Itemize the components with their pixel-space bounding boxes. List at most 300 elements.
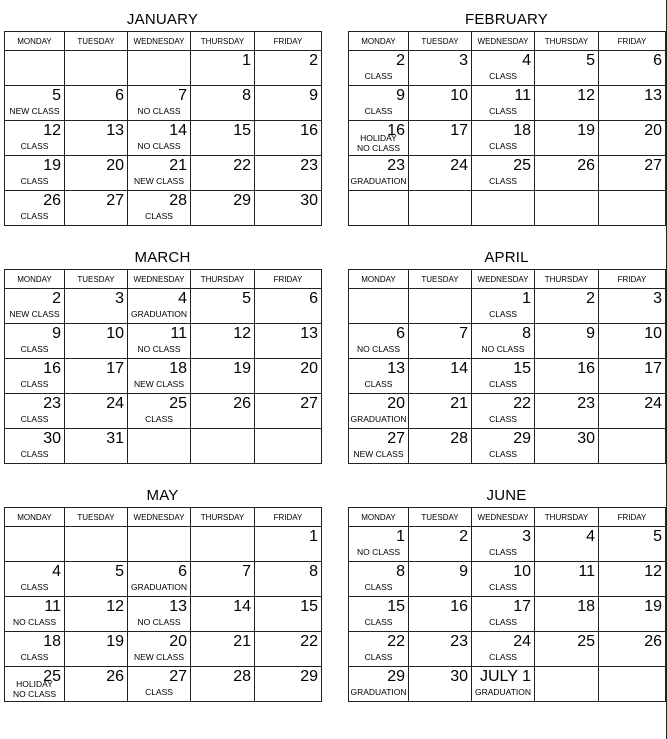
day-note: [5, 176, 64, 186]
day-cell: [191, 191, 255, 226]
weekday-header: WEDNESDAY: [128, 508, 191, 527]
weekday-header: TUESDAY: [65, 508, 128, 527]
day-number: 14: [450, 360, 468, 377]
day-number: 26: [233, 395, 251, 412]
week-row: [349, 289, 666, 324]
weekday-header: THURSDAY: [535, 508, 599, 527]
day-note-line: CLASS: [489, 582, 517, 592]
day-cell: [349, 632, 409, 667]
day-number: 22: [233, 157, 251, 174]
day-number: 2: [459, 528, 468, 545]
month-march: [4, 247, 321, 464]
weekday-header: FRIDAY: [255, 508, 322, 527]
day-cell: [255, 597, 322, 632]
day-number: 10: [106, 325, 124, 342]
day-cell: [65, 429, 128, 464]
week-row: [349, 121, 666, 156]
day-cell: [409, 156, 472, 191]
day-cell: [349, 289, 409, 324]
weekday-header-row: [5, 270, 322, 289]
weekday-header: MONDAY: [349, 270, 409, 289]
day-note-line: CLASS: [489, 176, 517, 186]
month-table: [348, 269, 666, 464]
day-cell: [409, 86, 472, 121]
day-cell: [255, 51, 322, 86]
day-number: 18: [577, 598, 595, 615]
day-number: 24: [106, 395, 124, 412]
month-table: [4, 507, 322, 702]
month-may: [4, 485, 321, 702]
day-cell: [5, 86, 65, 121]
day-cell: [472, 394, 535, 429]
day-cell: [65, 359, 128, 394]
day-cell: [5, 289, 65, 324]
day-cell: [535, 86, 599, 121]
day-number: JULY 1: [480, 668, 531, 685]
day-note: [349, 582, 408, 592]
day-number: 1: [309, 528, 318, 545]
day-cell: [349, 359, 409, 394]
day-cell: [128, 191, 191, 226]
day-note: [349, 414, 408, 424]
day-note-line: CLASS: [364, 71, 393, 81]
day-note-line: CLASS: [489, 617, 517, 627]
day-cell: [191, 562, 255, 597]
week-row: [5, 429, 322, 464]
weekday-header: TUESDAY: [409, 32, 472, 51]
day-cell: [191, 527, 255, 562]
week-row: [5, 632, 322, 667]
day-note: [128, 141, 190, 151]
day-number: 25: [43, 668, 61, 685]
day-cell: [191, 289, 255, 324]
day-cell: [255, 562, 322, 597]
weekday-header: TUESDAY: [65, 32, 128, 51]
day-number: 12: [577, 87, 595, 104]
week-row: [5, 394, 322, 429]
day-number: 10: [450, 87, 468, 104]
day-number: 6: [653, 52, 662, 69]
day-cell: [5, 597, 65, 632]
day-note: [349, 449, 408, 459]
day-cell: [128, 324, 191, 359]
week-row: [349, 51, 666, 86]
day-cell: [472, 597, 535, 632]
day-cell: [535, 359, 599, 394]
day-cell: [5, 429, 65, 464]
day-cell: [599, 86, 666, 121]
day-cell: [535, 121, 599, 156]
day-cell: [472, 86, 535, 121]
weekday-header: MONDAY: [349, 508, 409, 527]
day-number: 3: [522, 528, 531, 545]
week-row: [349, 632, 666, 667]
day-number: 23: [387, 157, 405, 174]
day-number: 1: [242, 52, 251, 69]
day-cell: [599, 359, 666, 394]
weekday-header: FRIDAY: [255, 270, 322, 289]
day-cell: [472, 562, 535, 597]
day-cell: [472, 121, 535, 156]
day-number: 12: [233, 325, 251, 342]
week-row: [349, 597, 666, 632]
week-row: [349, 156, 666, 191]
month-table: [348, 507, 666, 702]
day-note: [349, 652, 408, 662]
day-number: 8: [522, 325, 531, 342]
month-table: [348, 31, 666, 226]
day-number: 13: [169, 598, 187, 615]
day-number: 5: [242, 290, 251, 307]
day-cell: [349, 86, 409, 121]
day-note-line: CLASS: [145, 211, 173, 221]
day-cell: [128, 632, 191, 667]
day-note: [349, 106, 408, 116]
day-note-line: CLASS: [489, 652, 517, 662]
day-note-line: GRADUATION: [130, 582, 188, 592]
week-row: [5, 527, 322, 562]
day-number: 19: [43, 157, 61, 174]
week-row: [5, 289, 322, 324]
day-number: 24: [513, 633, 531, 650]
day-number: 16: [577, 360, 595, 377]
weekday-header: TUESDAY: [409, 508, 472, 527]
day-cell: [128, 121, 191, 156]
day-cell: [599, 527, 666, 562]
week-row: [349, 86, 666, 121]
week-row: [5, 562, 322, 597]
day-number: 23: [43, 395, 61, 412]
day-note-line: NO CLASS: [357, 344, 400, 354]
day-cell: [599, 191, 666, 226]
day-cell: [128, 597, 191, 632]
day-cell: [409, 429, 472, 464]
day-number: 12: [644, 563, 662, 580]
day-note: [472, 344, 534, 354]
day-cell: [599, 156, 666, 191]
weekday-header: FRIDAY: [599, 508, 666, 527]
day-cell: [5, 632, 65, 667]
day-number: 6: [178, 563, 187, 580]
day-cell: [472, 359, 535, 394]
day-note-line: CLASS: [145, 687, 173, 697]
day-cell: [128, 359, 191, 394]
day-number: 6: [396, 325, 405, 342]
day-number: 29: [233, 192, 251, 209]
day-cell: [599, 324, 666, 359]
day-cell: [535, 632, 599, 667]
day-number: 26: [43, 192, 61, 209]
day-number: 21: [233, 633, 251, 650]
day-number: 19: [106, 633, 124, 650]
day-cell: [599, 394, 666, 429]
day-note-line: CLASS: [20, 449, 49, 459]
day-cell: [255, 289, 322, 324]
day-cell: [599, 121, 666, 156]
day-note: [5, 617, 64, 627]
day-cell: [472, 527, 535, 562]
day-cell: [349, 527, 409, 562]
weekday-header: TUESDAY: [409, 270, 472, 289]
weekday-header: WEDNESDAY: [128, 32, 191, 51]
day-number: 14: [169, 122, 187, 139]
day-cell: [5, 324, 65, 359]
day-cell: [191, 667, 255, 702]
day-cell: [65, 51, 128, 86]
day-number: 26: [644, 633, 662, 650]
day-number: 22: [513, 395, 531, 412]
day-number: 29: [513, 430, 531, 447]
day-note: [128, 652, 190, 662]
day-note-line: CLASS: [20, 141, 49, 151]
day-number: 4: [52, 563, 61, 580]
month-april: [348, 247, 665, 464]
day-note: [349, 133, 408, 153]
day-cell: [535, 394, 599, 429]
day-number: 3: [459, 52, 468, 69]
day-note-line: NO CLASS: [137, 141, 181, 151]
day-number: 28: [233, 668, 251, 685]
weekday-header-row: [349, 508, 666, 527]
day-number: 4: [178, 290, 187, 307]
day-note-line: NEW CLASS: [9, 106, 60, 116]
day-cell: [128, 156, 191, 191]
week-row: [349, 359, 666, 394]
day-cell: [5, 121, 65, 156]
day-number: 20: [106, 157, 124, 174]
day-number: 27: [300, 395, 318, 412]
week-row: [5, 156, 322, 191]
day-number: 11: [170, 325, 187, 342]
day-cell: [128, 562, 191, 597]
week-row: [349, 191, 666, 226]
day-cell: [128, 86, 191, 121]
week-row: [5, 191, 322, 226]
week-row: [5, 51, 322, 86]
day-number: 15: [513, 360, 531, 377]
day-note: [128, 379, 190, 389]
week-row: [5, 324, 322, 359]
day-cell: [349, 191, 409, 226]
day-note-line: GRADUATION: [474, 687, 532, 697]
weekday-header-row: [5, 508, 322, 527]
weekday-header: THURSDAY: [535, 270, 599, 289]
day-number: 6: [309, 290, 318, 307]
day-cell: [128, 51, 191, 86]
day-note-line: CLASS: [489, 547, 517, 557]
day-cell: [191, 156, 255, 191]
day-note: [128, 687, 190, 697]
day-note-line: CLASS: [20, 344, 49, 354]
day-cell: [65, 394, 128, 429]
day-note: [128, 582, 190, 592]
day-note: [349, 617, 408, 627]
day-note: [349, 547, 408, 557]
weekday-header-row: [5, 32, 322, 51]
day-note-line: NO CLASS: [137, 106, 181, 116]
week-row: [349, 667, 666, 702]
day-cell: [255, 527, 322, 562]
day-cell: [5, 394, 65, 429]
day-note-line: NO CLASS: [137, 617, 181, 627]
weekday-header: THURSDAY: [191, 270, 255, 289]
day-cell: [65, 667, 128, 702]
day-number: 6: [115, 87, 124, 104]
day-cell: [65, 156, 128, 191]
day-number: 7: [178, 87, 187, 104]
day-number: 17: [513, 598, 531, 615]
day-number: 9: [396, 87, 405, 104]
day-cell: [5, 156, 65, 191]
day-note: [349, 344, 408, 354]
day-number: 12: [106, 598, 124, 615]
day-cell: [5, 359, 65, 394]
day-number: 4: [586, 528, 595, 545]
weekday-header-row: [349, 270, 666, 289]
day-cell: [409, 632, 472, 667]
day-cell: [472, 324, 535, 359]
day-number: 3: [115, 290, 124, 307]
day-cell: [255, 121, 322, 156]
day-number: 8: [396, 563, 405, 580]
day-cell: [472, 191, 535, 226]
day-note: [349, 176, 408, 186]
day-note: [5, 141, 64, 151]
day-note-line: CLASS: [364, 582, 393, 592]
weekday-header: THURSDAY: [191, 508, 255, 527]
day-number: 18: [169, 360, 187, 377]
day-cell: [255, 191, 322, 226]
day-note: [128, 176, 190, 186]
day-number: 20: [169, 633, 187, 650]
day-number: 16: [300, 122, 318, 139]
day-note-line: NO CLASS: [481, 344, 525, 354]
day-number: 13: [644, 87, 662, 104]
day-number: 7: [459, 325, 468, 342]
day-note-line: NEW CLASS: [133, 176, 185, 186]
day-note-line: GRADUATION: [350, 687, 407, 697]
day-number: 9: [52, 325, 61, 342]
day-note: [472, 449, 534, 459]
day-number: 30: [300, 192, 318, 209]
day-cell: [349, 667, 409, 702]
day-cell: [409, 527, 472, 562]
day-cell: [472, 51, 535, 86]
day-number: 21: [169, 157, 187, 174]
day-cell: [472, 429, 535, 464]
day-note-line: CLASS: [364, 379, 393, 389]
day-note: [128, 309, 190, 319]
day-note: [128, 414, 190, 424]
day-number: 15: [300, 598, 318, 615]
weekday-header: THURSDAY: [191, 32, 255, 51]
day-cell: [349, 394, 409, 429]
month-title: FEBRUARY: [464, 11, 548, 28]
day-cell: [255, 324, 322, 359]
day-cell: [191, 359, 255, 394]
month-january: [4, 9, 321, 226]
month-table: [4, 31, 322, 226]
day-note: [128, 617, 190, 627]
day-number: 20: [300, 360, 318, 377]
week-row: [349, 394, 666, 429]
day-note-line: CLASS: [364, 106, 393, 116]
day-note-line: GRADUATION: [350, 414, 407, 424]
day-cell: [65, 86, 128, 121]
day-cell: [472, 667, 535, 702]
day-note: [472, 414, 534, 424]
day-note-line: CLASS: [145, 414, 173, 424]
month-title: JANUARY: [126, 11, 199, 28]
day-number: 29: [300, 668, 318, 685]
day-number: 4: [522, 52, 531, 69]
day-cell: [535, 324, 599, 359]
day-note-line: NO CLASS: [357, 143, 400, 153]
weekday-header: WEDNESDAY: [472, 270, 535, 289]
day-cell: [191, 86, 255, 121]
day-note-line: NO CLASS: [357, 547, 400, 557]
day-number: 25: [169, 395, 187, 412]
day-note: [128, 211, 190, 221]
day-note: [472, 547, 534, 557]
day-number: 2: [396, 52, 405, 69]
day-number: 5: [115, 563, 124, 580]
day-note-line: NO CLASS: [137, 344, 181, 354]
day-cell: [472, 156, 535, 191]
day-note-line: NEW CLASS: [353, 449, 404, 459]
day-cell: [409, 324, 472, 359]
day-cell: [535, 597, 599, 632]
day-cell: [255, 667, 322, 702]
day-note-line: NO CLASS: [13, 617, 56, 627]
day-cell: [191, 632, 255, 667]
day-number: 2: [586, 290, 595, 307]
day-cell: [599, 632, 666, 667]
weekday-header: WEDNESDAY: [472, 508, 535, 527]
day-note: [472, 687, 534, 697]
day-note: [472, 176, 534, 186]
day-cell: [599, 51, 666, 86]
weekday-header: MONDAY: [349, 32, 409, 51]
day-note: [472, 652, 534, 662]
day-number: 27: [387, 430, 405, 447]
day-number: 26: [577, 157, 595, 174]
day-cell: [409, 667, 472, 702]
day-note: [5, 106, 64, 116]
day-cell: [5, 562, 65, 597]
day-number: 11: [44, 598, 61, 615]
day-number: 31: [106, 430, 124, 447]
day-number: 13: [387, 360, 405, 377]
day-note: [472, 106, 534, 116]
month-june: [348, 485, 665, 702]
day-number: 19: [233, 360, 251, 377]
day-cell: [409, 562, 472, 597]
day-cell: [599, 667, 666, 702]
day-cell: [128, 394, 191, 429]
weekday-header: FRIDAY: [255, 32, 322, 51]
day-cell: [65, 632, 128, 667]
weekday-header: MONDAY: [5, 270, 65, 289]
week-row: [5, 597, 322, 632]
day-number: 9: [459, 563, 468, 580]
day-number: 20: [387, 395, 405, 412]
day-cell: [255, 86, 322, 121]
day-cell: [535, 562, 599, 597]
day-cell: [349, 562, 409, 597]
day-number: 15: [233, 122, 251, 139]
day-note-line: CLASS: [489, 106, 517, 116]
